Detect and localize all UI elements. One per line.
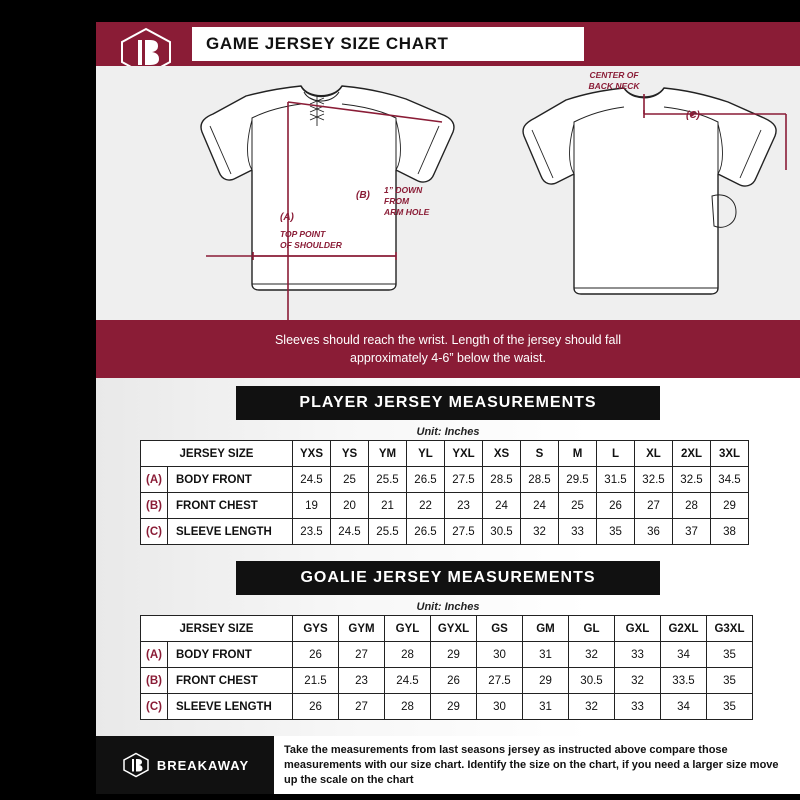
table-cell: 23: [445, 493, 483, 519]
table-cell: 33: [615, 642, 661, 668]
table-cell: 24.5: [385, 668, 431, 694]
table-header-row: [141, 441, 749, 467]
row-label: FRONT CHEST: [168, 668, 293, 694]
goalie-section-heading-text: GOALIE JERSEY MEASUREMENTS: [300, 569, 596, 586]
annotation-top-point-shoulder: TOP POINT OF SHOULDER: [280, 229, 342, 250]
instruction-line-2: approximately 4-6” below the waist.: [350, 351, 546, 365]
column-header: JERSEY SIZE: [141, 616, 293, 642]
table-cell: 23.5: [293, 519, 331, 545]
table-cell: 24: [483, 493, 521, 519]
player-unit-label: Unit: Inches: [416, 426, 480, 438]
table-cell: 29: [523, 668, 569, 694]
table-cell: 33: [559, 519, 597, 545]
goalie-section-heading: [236, 561, 660, 595]
table-cell: 37: [673, 519, 711, 545]
table-header-row: [141, 616, 753, 642]
table-cell: 21.5: [293, 668, 339, 694]
table-cell: 25: [331, 467, 369, 493]
table-row: [141, 493, 749, 519]
column-header: XL: [635, 441, 673, 467]
table-cell: 27.5: [445, 467, 483, 493]
goalie-unit-label: Unit: Inches: [416, 601, 480, 613]
table-cell: 26: [597, 493, 635, 519]
table-cell: 27.5: [477, 668, 523, 694]
table-cell: 32: [569, 642, 615, 668]
column-header: YL: [407, 441, 445, 467]
goalie-measurements-table: [140, 615, 753, 720]
annotation-center-back-neck: CENTER OF BACK NECK: [588, 70, 640, 91]
row-label: BODY FRONT: [168, 642, 293, 668]
table-cell: 28: [385, 694, 431, 720]
table-cell: 27: [635, 493, 673, 519]
table-cell: 29: [431, 642, 477, 668]
table-cell: 31: [523, 694, 569, 720]
table-cell: 33: [615, 694, 661, 720]
table-cell: 34: [661, 694, 707, 720]
table-cell: 28.5: [521, 467, 559, 493]
row-tag: (C): [146, 700, 162, 713]
table-row: [141, 519, 749, 545]
table-row: [141, 668, 753, 694]
annotation-one-inch-down: 1” DOWN FROM ARM HOLE: [384, 185, 430, 217]
table-cell: 35: [707, 642, 753, 668]
annotation-point-a: (A): [280, 212, 294, 223]
column-header: M: [559, 441, 597, 467]
column-header: 3XL: [711, 441, 749, 467]
table-cell: 25.5: [369, 519, 407, 545]
page-title-text: GAME JERSEY SIZE CHART: [206, 34, 449, 53]
table-cell: 30.5: [483, 519, 521, 545]
row-tag: (B): [146, 499, 162, 512]
table-cell: 26.5: [407, 467, 445, 493]
table-cell: 26: [293, 694, 339, 720]
column-header: GYL: [385, 616, 431, 642]
column-header: GM: [523, 616, 569, 642]
footer: [96, 736, 800, 794]
table-cell: 24: [521, 493, 559, 519]
table-cell: 29: [711, 493, 749, 519]
table-cell: 35: [597, 519, 635, 545]
instruction-band: [96, 320, 800, 378]
column-header: GL: [569, 616, 615, 642]
table-cell: 35: [707, 694, 753, 720]
table-cell: 34.5: [711, 467, 749, 493]
row-tag: (A): [146, 473, 162, 486]
table-cell: 29: [431, 694, 477, 720]
table-cell: 34: [661, 642, 707, 668]
table-cell: 31: [523, 642, 569, 668]
column-header: GYS: [293, 616, 339, 642]
table-cell: 36: [635, 519, 673, 545]
table-cell: 24.5: [331, 519, 369, 545]
table-cell: 27.5: [445, 519, 483, 545]
footer-instructions: [274, 736, 800, 794]
player-measurements-table: [140, 440, 749, 545]
column-header: G2XL: [661, 616, 707, 642]
table-cell: 24.5: [293, 467, 331, 493]
column-header: L: [597, 441, 635, 467]
table-cell: 32: [569, 694, 615, 720]
table-cell: 32: [521, 519, 559, 545]
column-header: GXL: [615, 616, 661, 642]
row-label: FRONT CHEST: [168, 493, 293, 519]
column-header: GYXL: [431, 616, 477, 642]
brand-logo-footer-icon: [121, 750, 151, 780]
table-cell: 30: [477, 694, 523, 720]
table-cell: 28: [385, 642, 431, 668]
table-row: [141, 642, 753, 668]
table-cell: 20: [331, 493, 369, 519]
table-cell: 19: [293, 493, 331, 519]
column-header: YS: [331, 441, 369, 467]
annotation-point-b: (B): [356, 190, 370, 201]
column-header: YXS: [293, 441, 331, 467]
row-tag: (A): [146, 648, 162, 661]
top-black-band: [0, 0, 800, 22]
column-header: JERSEY SIZE: [141, 441, 293, 467]
table-cell: 32.5: [635, 467, 673, 493]
row-label: SLEEVE LENGTH: [168, 519, 293, 545]
table-cell: 26: [293, 642, 339, 668]
column-header: G3XL: [707, 616, 753, 642]
table-cell: 32: [615, 668, 661, 694]
table-row: [141, 694, 753, 720]
footer-brand-text: BREAKAWAY: [156, 757, 250, 773]
column-header: YXL: [445, 441, 483, 467]
tables-area: [96, 378, 800, 736]
table-cell: 38: [711, 519, 749, 545]
column-header: S: [521, 441, 559, 467]
table-cell: 21: [369, 493, 407, 519]
table-cell: 26.5: [407, 519, 445, 545]
jersey-diagram-svg: [96, 66, 800, 320]
table-cell: 35: [707, 668, 753, 694]
player-section-heading-text: PLAYER JERSEY MEASUREMENTS: [299, 394, 597, 411]
table-cell: 22: [407, 493, 445, 519]
column-header: 2XL: [673, 441, 711, 467]
column-header: YM: [369, 441, 407, 467]
column-header: XS: [483, 441, 521, 467]
table-row: [141, 467, 749, 493]
table-cell: 27: [339, 694, 385, 720]
annotation-point-c: (C): [686, 110, 700, 121]
table-cell: 28.5: [483, 467, 521, 493]
row-label: SLEEVE LENGTH: [168, 694, 293, 720]
table-cell: 25.5: [369, 467, 407, 493]
column-header: GS: [477, 616, 523, 642]
jersey-illustration: [96, 66, 800, 320]
table-cell: 30: [477, 642, 523, 668]
row-tag: (B): [146, 674, 162, 687]
table-cell: 28: [673, 493, 711, 519]
row-tag: (C): [146, 525, 162, 538]
footer-brand: [96, 736, 274, 794]
row-label: BODY FRONT: [168, 467, 293, 493]
table-cell: 30.5: [569, 668, 615, 694]
table-cell: 31.5: [597, 467, 635, 493]
footer-instructions-text: Take the measurements from last seasons jersey as instructed above compare those measurements with our size chart. Identify the size on the chart, if you need a larger size move up the scale on the chart: [284, 743, 779, 786]
table-cell: 29.5: [559, 467, 597, 493]
table-cell: 25: [559, 493, 597, 519]
table-cell: 23: [339, 668, 385, 694]
table-cell: 26: [431, 668, 477, 694]
column-header: GYM: [339, 616, 385, 642]
page-title: [192, 27, 584, 61]
table-cell: 27: [339, 642, 385, 668]
player-section-heading: [236, 386, 660, 420]
instruction-line-1: Sleeves should reach the wrist. Length of the jersey should fall: [274, 333, 622, 347]
table-cell: 33.5: [661, 668, 707, 694]
table-cell: 32.5: [673, 467, 711, 493]
